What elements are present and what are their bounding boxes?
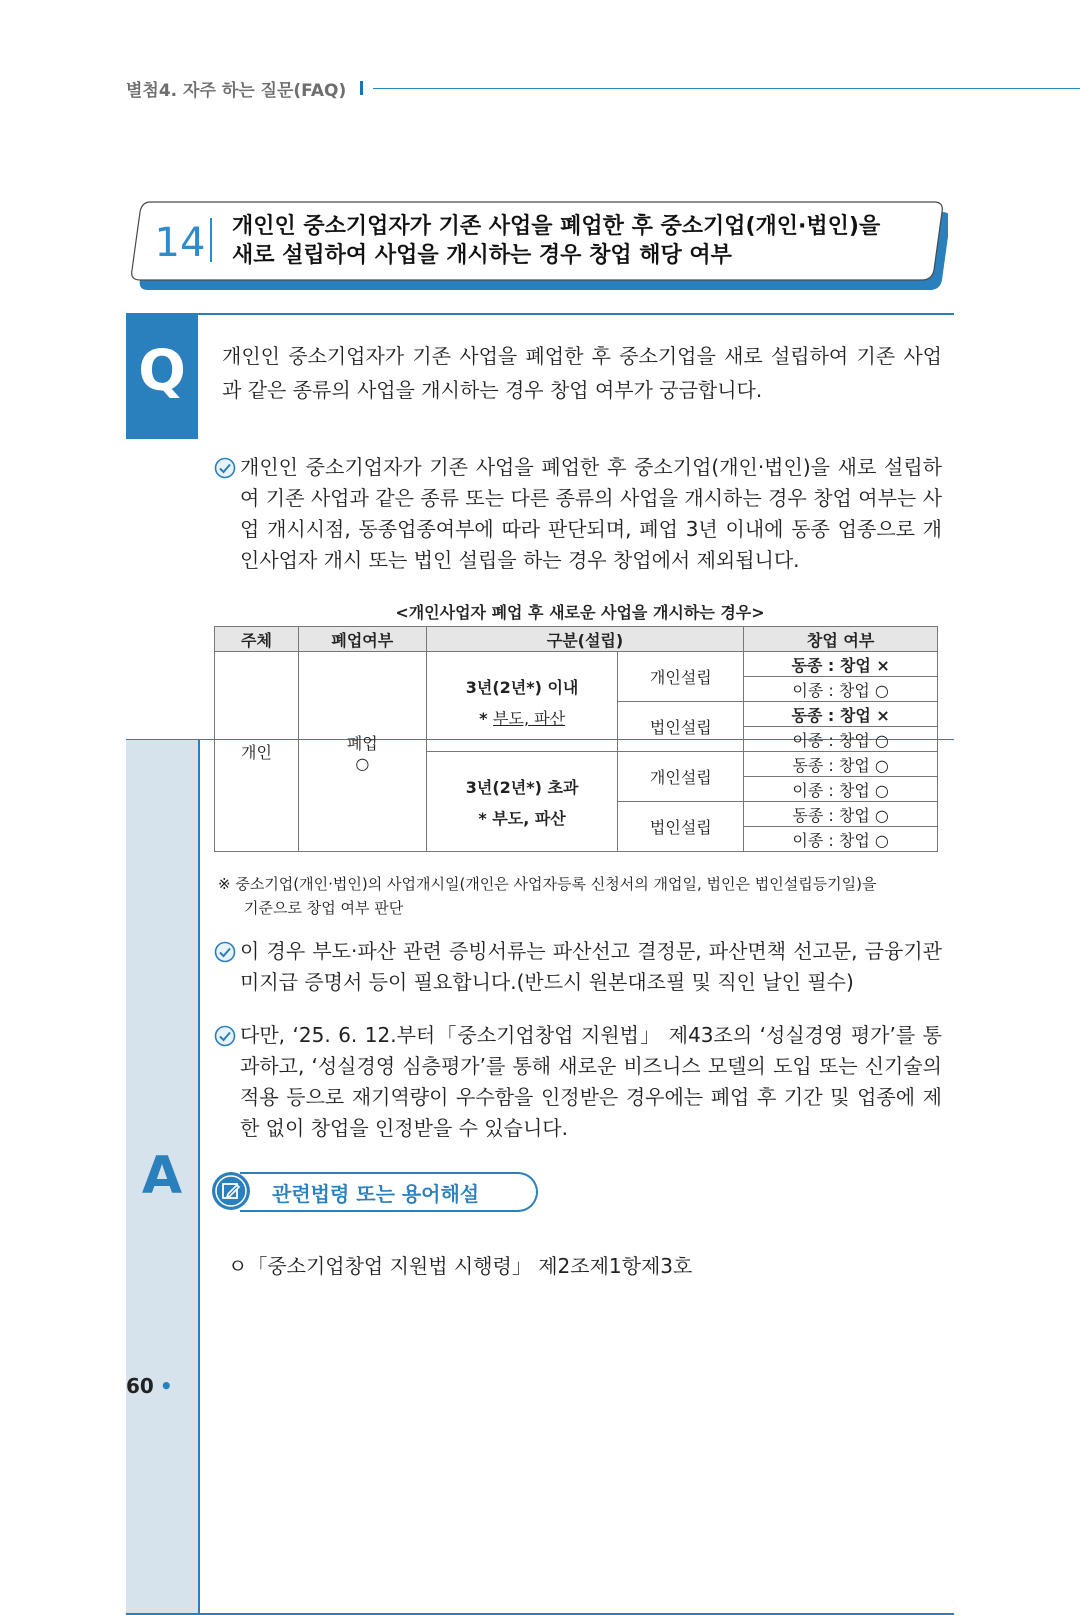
cell-result-3: 동종 : 창업 × <box>744 702 938 727</box>
question-letter: Q <box>138 339 186 404</box>
check-circle-icon <box>214 457 236 479</box>
closure-mark: ○ <box>355 753 370 773</box>
cell-result-4: 이종 : 창업 ○ <box>744 727 938 752</box>
header-subject: 주체 <box>215 627 299 652</box>
cell-result-1: 동종 : 창업 × <box>744 652 938 677</box>
related-laws-label: 관련법령 또는 용어해설 <box>272 1182 480 1206</box>
cell-closure <box>298 652 426 852</box>
over-note: * 부도, 파산 <box>478 808 566 828</box>
cell-subject: 개인 <box>215 652 299 852</box>
check-circle-icon <box>214 1025 236 1047</box>
question-text: 개인인 중소기업자가 기존 사업을 폐업한 후 중소기업을 새로 설립하여 기존 사업과 같은 종류의 사업을 개시하는 경우 창업 여부가 궁금합니다. <box>222 344 942 402</box>
page-dot: • <box>159 1374 173 1398</box>
cell-type-personal-1: 개인설립 <box>618 652 744 702</box>
table-header-row <box>215 627 938 652</box>
check-circle-icon <box>214 941 236 963</box>
closure-table <box>214 626 938 852</box>
number-divider <box>210 218 212 262</box>
question-title <box>232 212 932 270</box>
cell-result-2: 이종 : 창업 ○ <box>744 677 938 702</box>
table-row <box>215 652 938 677</box>
table-note <box>218 872 942 920</box>
page-number <box>126 1374 173 1398</box>
law-reference: ㅇ「중소기업창업 지원법 시행령」 제2조제1항제3호 <box>228 1254 693 1278</box>
answer-paragraph-1 <box>218 452 942 576</box>
cell-type-corporate-1: 법인설립 <box>618 702 744 752</box>
within-note-star: * <box>479 708 494 728</box>
cell-type-corporate-2: 법인설립 <box>618 802 744 852</box>
header-closure: 폐업여부 <box>298 627 426 652</box>
table-caption: <개인사업자 폐업 후 새로운 사업을 개시하는 경우> <box>395 603 765 622</box>
answer-paragraph-1-text: 개인인 중소기업자가 기존 사업을 폐업한 후 중소기업(개인·법인)을 새로 설립하여 기존 사업과 같은 종류 또는 다른 종류의 사업을 개시하는 경우 창업 여부는 사업 개시시점, 동종업종여부에 따라 판단되며, 폐업 3년 이내에 동종 업종으로 개인사업자 개시 또는 법인 설립을 하는 경우 창업에서 제외됩니다. <box>240 455 942 572</box>
within-note-text: 부도, 파산 <box>493 708 566 728</box>
question-label <box>126 315 198 439</box>
header-category: 구분(설립) <box>426 627 744 652</box>
answer-divider <box>198 740 200 1613</box>
running-header <box>126 76 1080 100</box>
question-title-line2: 새로 설립하여 사업을 개시하는 경우 창업 해당 여부 <box>232 243 732 268</box>
table-note-line1: ※ 중소기업(개인·법인)의 사업개시일(개인은 사업자등록 신청서의 개업일, 법인은 법인설립등기일)을 <box>218 875 877 893</box>
over-label: 3년(2년*) 초과 <box>465 777 579 797</box>
answer-letter: A <box>141 1146 183 1206</box>
answer-paragraph-2 <box>218 936 942 998</box>
within-note <box>427 706 618 729</box>
cell-over-3-years <box>426 752 618 852</box>
question-title-line1: 개인인 중소기업자가 기존 사업을 폐업한 후 중소기업(개인·법인)을 <box>232 214 881 239</box>
edit-note-icon <box>212 1172 250 1210</box>
related-laws-heading <box>212 1172 542 1212</box>
cell-result-7: 동종 : 창업 ○ <box>744 802 938 827</box>
closure-label: 폐업 <box>346 733 378 753</box>
question-banner <box>128 200 948 290</box>
cell-within-3-years <box>426 652 618 752</box>
header-result: 창업 여부 <box>744 627 938 652</box>
cell-result-8: 이종 : 창업 ○ <box>744 827 938 852</box>
header-rule <box>373 88 1080 89</box>
page-number-value: 60 <box>126 1374 154 1398</box>
answer-paragraph-3-text: 다만, ‘25. 6. 12.부터「중소기업창업 지원법」 제43조의 ‘성실경영 평가’를 통과하고, ‘성실경영 심층평가’를 통해 새로운 비즈니스 모델의 도입 또는 신기술의 적용 등으로 재기역량이 우수함을 인정받은 경우에는 폐업 후 기간 및 업종에 제한 없이 창업을 인정받을 수 있습니다. <box>240 1023 942 1140</box>
answer-paragraph-3 <box>218 1020 942 1144</box>
cell-result-6: 이종 : 창업 ○ <box>744 777 938 802</box>
running-header-title: 별첨4. 자주 하는 질문(FAQ) <box>126 80 347 101</box>
cell-type-personal-2: 개인설립 <box>618 752 744 802</box>
cell-result-5: 동종 : 창업 ○ <box>744 752 938 777</box>
within-label: 3년(2년*) 이내 <box>465 677 579 697</box>
header-divider <box>360 81 363 95</box>
question-number: 14 <box>154 220 206 266</box>
answer-paragraph-2-text: 이 경우 부도·파산 관련 증빙서류는 파산선고 결정문, 파산면책 선고문, 금융기관 미지급 증명서 등이 필요합니다.(반드시 원본대조필 및 직인 날인 필수) <box>240 939 942 994</box>
answer-label <box>126 740 198 1613</box>
question-row <box>126 315 954 439</box>
table-note-line2: 기준으로 창업 여부 판단 <box>244 899 404 917</box>
